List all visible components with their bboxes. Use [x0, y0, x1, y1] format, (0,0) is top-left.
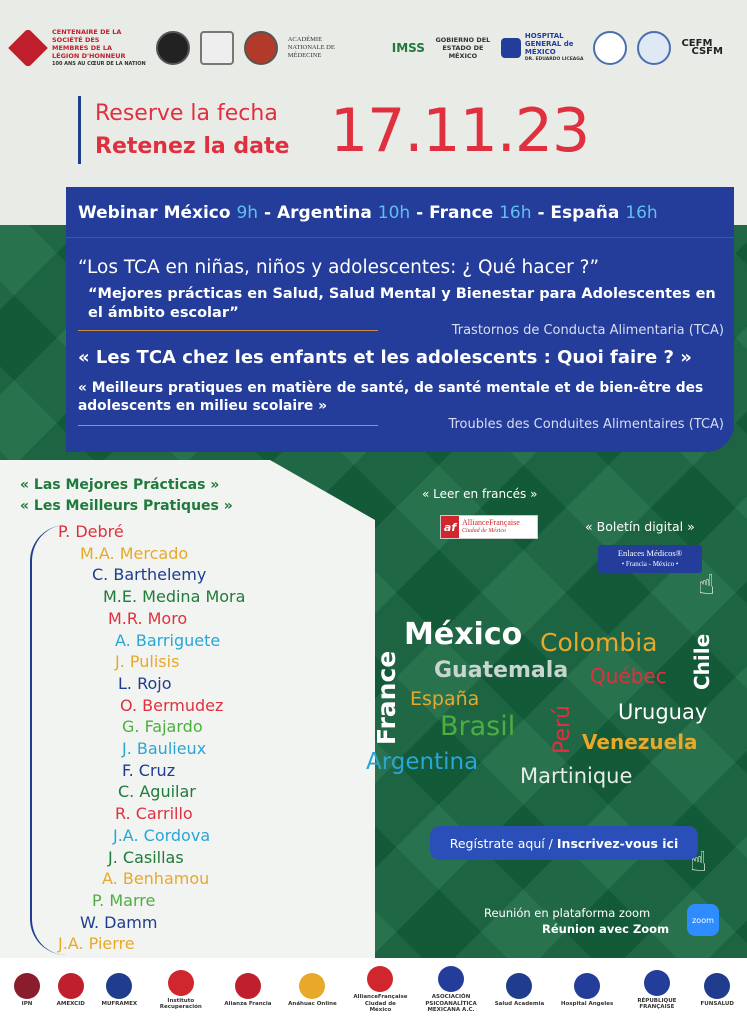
footer-logo-mark: [704, 973, 730, 999]
country-guatemala: Guatemala: [434, 658, 569, 683]
practitioner-name: J. Pulisis: [115, 652, 180, 672]
country-colombia: Colombia: [540, 628, 658, 657]
practitioner-name: P. Marre: [92, 890, 156, 910]
practitioner-name: A. Barriguete: [115, 630, 221, 650]
separator: -: [537, 203, 545, 223]
footer-logo-mark: [106, 973, 132, 999]
zoom-label-es: Reunión en plataforma zoom: [484, 906, 651, 920]
hospital-general-logo: [501, 32, 584, 64]
list-arc: [30, 525, 66, 955]
footer-logo-mark: [14, 973, 40, 999]
csfm-text: CSFM: [691, 46, 723, 57]
zoom-label-fr: Réunion avec Zoom: [542, 922, 670, 936]
crest-logo: [200, 31, 234, 65]
footer-logo-text: Instituto Recuperación: [159, 997, 202, 1010]
footer-logo: [630, 970, 684, 1011]
sponsor-logos-top: [14, 22, 734, 74]
footer-logo-mark: [574, 973, 600, 999]
practitioner-name: L. Rojo: [118, 673, 172, 693]
footer-logo: [101, 973, 137, 1008]
footer-logo-mark: [58, 973, 84, 999]
practitioner-name: W. Damm: [80, 912, 158, 932]
practitioner-name: C. Barthelemy: [92, 565, 207, 585]
spanish-subtitle: “Mejores prácticas en Salud, Salud Mental y Bienestar para Adolescentes en el ámbito escolar”: [88, 286, 716, 321]
country-martinique: Martinique: [520, 764, 633, 788]
practitioner-name: M.R. Moro: [108, 608, 188, 628]
spanish-title: “Los TCA en niñas, niños y adolescentes: ¿ Qué hacer ?”: [78, 257, 600, 278]
footer-logo-text: Alianza Francia: [224, 1000, 272, 1007]
imss-logo: [391, 41, 425, 55]
footer-logo: [154, 970, 208, 1011]
webinar-schedule: [78, 203, 658, 223]
footer-logo: [495, 973, 545, 1008]
country-france: France: [372, 650, 401, 745]
footer-logo-text: Hospital Angeles: [560, 1000, 614, 1007]
footer-logo: [353, 966, 407, 1014]
alliance-logo-mark: af: [441, 516, 459, 538]
seal-logo-1: [156, 31, 190, 65]
event-info-card: [66, 187, 734, 452]
practitioner-name: G. Fajardo: [122, 717, 203, 737]
seal-logo-3: [593, 31, 627, 65]
footer-logo-text: FUNSALUD: [700, 1000, 734, 1007]
footer-logo-mark: [235, 973, 261, 999]
register-label-es: Regístrate aquí /: [449, 835, 553, 851]
french-title: « Les TCA chez les enfants et les adolescents : Quoi faire ? »: [78, 347, 692, 368]
enlaces-name: Enlaces Médicos®: [617, 548, 683, 558]
event-date: 17.11.23: [330, 96, 590, 166]
divider-line: [78, 330, 378, 331]
practitioner-name: J.A. Pierre: [58, 934, 135, 954]
country-chile: Chile: [690, 633, 714, 690]
cross-icon: [501, 38, 521, 58]
footer-logo: [224, 973, 271, 1008]
legion-logo-text: CENTENAIRE DE LA SOCIÉTÉ DES MEMBRES DE LA LÉGION D'HONNEUR: [52, 28, 126, 60]
practitioner-name: J. Baulieux: [122, 739, 207, 758]
cefm-text: CEFM: [681, 38, 713, 49]
country-brasil: Brasil: [440, 711, 516, 742]
separator: -: [264, 203, 272, 223]
city-france: France: [429, 203, 494, 223]
footer-logo-text: Salud Academia: [494, 1000, 545, 1007]
zoom-icon[interactable]: zoom: [687, 904, 719, 936]
practitioner-name: M.E. Medina Mora: [103, 587, 246, 607]
footer-logo-mark: [168, 970, 194, 996]
academie-logo-text: ACADÉMIE NATIONALE DE MÉDECINE: [287, 36, 335, 59]
french-tca-label: Troubles des Conduites Alimentaires (TCA): [448, 417, 724, 432]
practitioner-name: R. Carrillo: [115, 804, 193, 824]
legion-honneur-logo: [14, 28, 146, 68]
enlaces-medicos-link[interactable]: [598, 545, 702, 573]
footer-logo: [57, 973, 85, 1008]
footer-logo-text: Anáhuac Online: [288, 1000, 337, 1007]
country-venezuela: Venezuela: [582, 730, 698, 754]
legion-logo-sub: 100 ANS AU CŒUR DE LA NATION: [52, 61, 146, 67]
separator: -: [416, 203, 424, 223]
footer-logo: [288, 973, 337, 1008]
footer-logo: [561, 973, 613, 1008]
hospital-logo-sub: DR. EDUARDO LICEAGA: [524, 57, 584, 62]
practitioner-name: O. Bermudez: [120, 695, 224, 715]
imss-logo-text: IMSS: [391, 41, 425, 55]
date-label-fr: Retenez la date: [95, 134, 290, 159]
alliance-city: Ciudad de México: [462, 528, 506, 534]
footer-logo-text: RÉPUBLIQUE FRANÇAISE: [637, 997, 677, 1010]
hospital-logo-text: HOSPITAL GENERAL de MÉXICO: [524, 32, 574, 56]
practitioner-name: A. Benhamou: [102, 869, 210, 889]
practitioner-name: F. Cruz: [122, 760, 176, 780]
alliance-name: AllianceFrançaise: [462, 518, 520, 527]
footer-logo: [14, 973, 40, 1008]
hands-icon: [352, 37, 382, 59]
country-peru: Perú: [550, 704, 575, 754]
footer-logo-text: IPN: [21, 1000, 33, 1007]
gobierno-logo: [435, 36, 491, 60]
seal-logo-4: [637, 31, 671, 65]
date-divider: [78, 96, 81, 164]
country-argentina: Argentina: [366, 749, 479, 775]
french-subtitle: « Meilleurs pratiques en matière de santé, de santé mentale et de bien-être des adolescents en milieu scolaire »: [78, 380, 704, 414]
footer-logo-mark: [644, 970, 670, 996]
alliance-logo-text: [459, 518, 520, 536]
academie-logo: [288, 36, 382, 60]
footer-logo: [424, 966, 478, 1014]
webinar-label: Webinar: [78, 203, 158, 223]
practitioner-name: M.A. Mercado: [80, 543, 189, 563]
read-in-french-label: « Leer en francés »: [422, 487, 538, 501]
register-button[interactable]: [430, 826, 698, 860]
practices-heading-fr: « Les Meilleurs Pratiques »: [20, 498, 233, 514]
hand-pointer-icon: ☝: [690, 845, 708, 878]
register-label-fr: Inscrivez-vous ici: [556, 835, 679, 851]
time-mexico: 9h: [236, 203, 259, 223]
footer-logo-mark: [299, 973, 325, 999]
city-argentina: Argentina: [276, 203, 372, 223]
enlaces-sub: • Francia - México •: [621, 560, 679, 568]
time-espana: 16h: [625, 203, 658, 223]
footer-logo-text: MUFRAMEX: [101, 1000, 138, 1007]
practices-heading-es: « Las Mejores Prácticas »: [20, 477, 220, 493]
practitioner-name: C. Aguilar: [118, 782, 196, 802]
city-mexico: México: [163, 203, 231, 223]
country-uruguay: Uruguay: [618, 700, 708, 724]
gobierno-logo-text: GOBIERNO DEL ESTADO DE MÉXICO: [435, 36, 491, 60]
footer-logo-mark: [367, 966, 393, 992]
footer-logo-mark: [438, 966, 464, 992]
spanish-tca-label: Trastornos de Conducta Alimentaria (TCA): [451, 323, 724, 338]
divider-line: [78, 425, 378, 426]
footer-logo-text: ASOCIACIÓN PSICOANALÍTICA MEXICANA A.C.: [425, 994, 477, 1014]
heart-icon: [8, 28, 48, 68]
city-espana: España: [550, 203, 620, 223]
sponsor-logos-bottom: [14, 965, 734, 1015]
country-mexico: México: [404, 617, 523, 652]
practitioner-name: P. Debré: [58, 522, 124, 541]
practitioner-name: J. Casillas: [108, 847, 184, 867]
country-quebec: Québec: [590, 664, 667, 688]
time-france: 16h: [499, 203, 532, 223]
digital-bulletin-label: « Boletín digital »: [585, 519, 695, 534]
footer-logo: [701, 973, 734, 1008]
date-label-es: Reserve la fecha: [95, 101, 278, 126]
footer-logo-text: AllianceFrançaise Ciudad de México: [353, 994, 408, 1014]
seal-logo-2: [244, 31, 278, 65]
alliance-francaise-link[interactable]: [440, 515, 538, 539]
footer-logo-text: AMEXCID: [56, 1000, 85, 1007]
card-divider: [66, 237, 734, 238]
practitioner-name: J.A. Cordova: [113, 825, 211, 845]
country-espana: España: [410, 688, 480, 710]
time-argentina: 10h: [377, 203, 411, 223]
cefm-csfm-logo: [681, 40, 723, 56]
footer-logo-mark: [506, 973, 532, 999]
hand-pointer-icon: ☝: [698, 568, 716, 601]
